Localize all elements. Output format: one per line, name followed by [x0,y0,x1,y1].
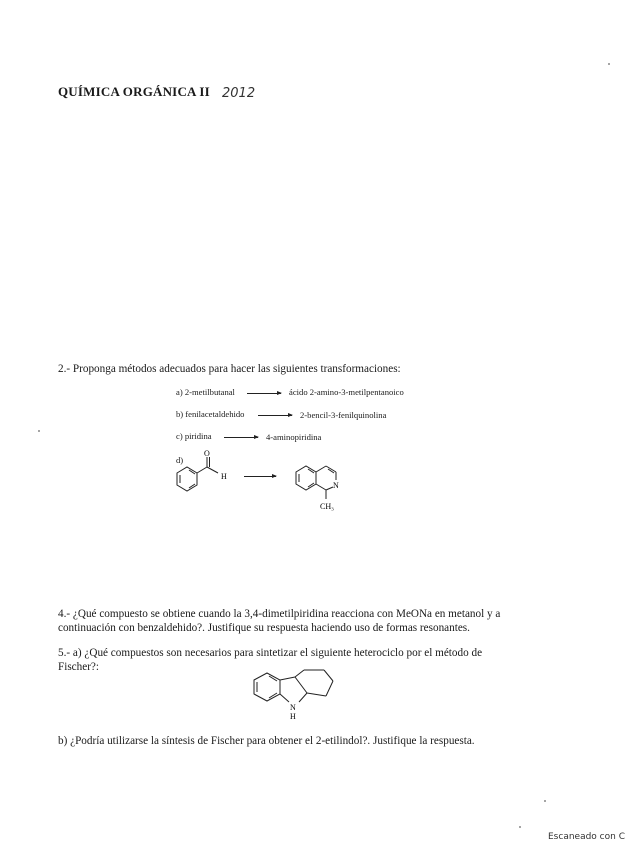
question-4-line-1: 4.- ¿Qué compuesto se obtiene cuando la 3,4-dimetilpiridina reacciona con MeONa en metanol y a [58,608,501,620]
page-title: QUÍMICA ORGÁNICA II [58,84,210,99]
question-2-prompt: 2.- Proponga métodos adecuados para hacer las siguientes transformaciones: [58,363,401,375]
q2-item-d-arrow [244,476,276,477]
q2-item-b-label: b) fenilacetaldehido [176,409,245,419]
handwritten-year: 2012 [222,86,256,101]
q2-item-a-arrow [247,393,281,394]
q2-item-c-product: 4-aminopiridina [266,432,322,442]
q2-item-c-label: c) piridina [176,431,212,441]
indole-hydrogen-label: H [290,712,296,721]
scan-speck [608,63,610,65]
q2-item-b-product: 2-bencil-3-fenilquinolina [300,410,387,420]
q2-item-b-arrow [258,415,292,416]
question-5a-line-2: Fischer?: [58,661,100,673]
question-4-line-2: continuación con benzaldehido?. Justifique su respuesta haciendo uso de formas resonantes. [58,622,470,634]
q2-item-c-arrow [224,437,258,438]
question-5b: b) ¿Podría utilizarse la síntesis de Fischer para obtener el 2-etilindol?. Justifique la respuesta. [58,735,475,747]
aldehyde-hydrogen-label: H [221,472,227,481]
indole-nitrogen-label: N [290,703,296,712]
question-5a-line-1: 5.- a) ¿Qué compuestos son necesarios para sintetizar el siguiente heterociclo por el método de [58,647,483,659]
q2-item-a-label: a) 2-metilbutanal [176,387,235,397]
methyl-group-label: CH₃ [320,502,334,511]
scanner-watermark: Escaneado con C [548,832,625,842]
carbonyl-oxygen-label: O [204,449,210,458]
tetrahydrocarbazole-structure [248,666,358,726]
scan-speck [38,430,40,432]
isoquinoline-nitrogen-label: N [333,481,339,490]
q2-item-a-product: ácido 2-amino-3-metilpentanoico [289,387,404,397]
scan-speck [544,800,546,802]
scan-speck [519,826,521,828]
q2-item-d-label: d) [176,455,184,465]
methylisoquinoline-structure [286,452,366,512]
benzaldehyde-structure [170,448,242,500]
